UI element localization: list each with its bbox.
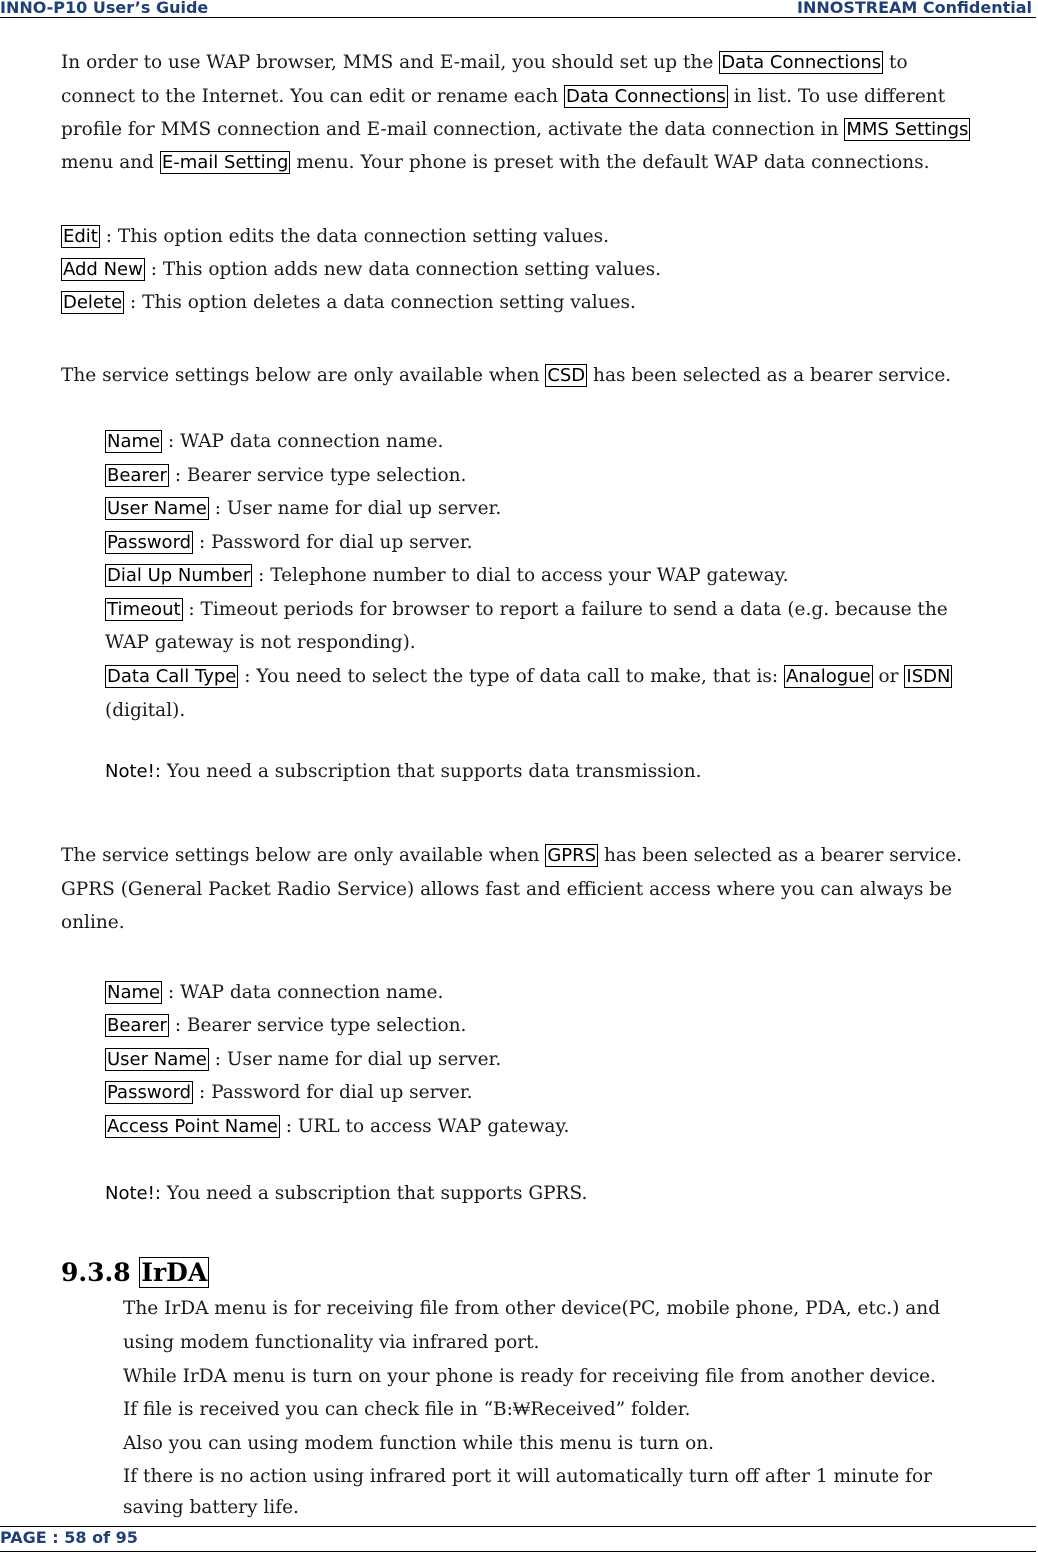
irda-line: using modem functionality via infrared port. — [123, 1332, 540, 1353]
text: The service settings below are only available when — [61, 845, 546, 866]
text: or — [872, 666, 905, 687]
page-footer — [0, 1526, 1036, 1552]
irda-line: While IrDA menu is turn on your phone is ready for receiving file from another device. — [123, 1366, 936, 1387]
gprs-intro — [61, 839, 962, 873]
csd-call-type — [105, 660, 952, 694]
note-text: You need a subscription that supports GPRS. — [160, 1183, 588, 1204]
note-label: Note!: — [105, 761, 161, 782]
option-label: Delete — [63, 292, 123, 313]
setting-desc: : Bearer service type selection. — [168, 1015, 467, 1036]
gprs-term: GPRS — [547, 845, 597, 866]
setting-desc: : User name for dial up server. — [208, 498, 502, 519]
data-connections-term: Data Connections — [565, 86, 726, 107]
csd-timeout — [105, 593, 948, 627]
text: profile for MMS connection and E-mail connection, activate the data connection in — [61, 119, 845, 140]
setting-desc: : Timeout periods for browser to report a failure to send a data (e.g. because the — [182, 599, 948, 620]
note-label: Note!: — [105, 1183, 161, 1204]
setting-desc: : Telephone number to dial to access your WAP gateway. — [252, 565, 789, 586]
text: In order to use WAP browser, MMS and E-mail, you should set up the — [61, 52, 720, 73]
setting-label: Bearer — [107, 1015, 167, 1036]
section-number: 9.3.8 — [61, 1258, 140, 1287]
data-connections-term: Data Connections — [721, 52, 882, 73]
gprs-note — [105, 1177, 587, 1211]
option-desc: : This option deletes a data connection setting values. — [124, 292, 636, 313]
csd-intro — [61, 359, 951, 393]
csd-item — [105, 526, 473, 560]
text: connect to the Internet. You can edit or rename each — [61, 86, 564, 107]
option-desc: : This option adds new data connection setting values. — [144, 259, 661, 280]
setting-desc: : Bearer service type selection. — [168, 465, 467, 486]
setting-desc: : User name for dial up server. — [208, 1049, 502, 1070]
irda-line: Also you can using modem function while this menu is turn on. — [123, 1433, 715, 1454]
mms-settings-term: MMS Settings — [846, 119, 969, 140]
option-label: Edit — [63, 226, 98, 247]
option-edit — [61, 220, 609, 254]
setting-label: Name — [107, 431, 161, 452]
intro-line-3 — [61, 113, 970, 147]
option-add-new — [61, 253, 661, 287]
text: menu and — [61, 152, 160, 173]
email-setting-term: E-mail Setting — [161, 152, 289, 173]
irda-line: saving battery life. — [123, 1497, 299, 1518]
setting-label: Name — [107, 982, 161, 1003]
text: has been selected as a bearer service. — [587, 365, 952, 386]
isdn-term: ISDN — [906, 666, 951, 687]
irda-line: The IrDA menu is for receiving file from other device(PC, mobile phone, PDA, etc.) and — [123, 1298, 941, 1319]
section-heading-irda — [61, 1255, 209, 1291]
setting-desc: : You need to select the type of data call to make, that is: — [238, 666, 784, 687]
setting-label: Bearer — [107, 465, 167, 486]
note-text: You need a subscription that supports data transmission. — [160, 761, 702, 782]
csd-term: CSD — [547, 365, 586, 386]
analogue-term: Analogue — [785, 666, 871, 687]
gprs-item — [105, 1076, 473, 1110]
gprs-desc-2: online. — [61, 912, 125, 933]
page-header — [0, 0, 1036, 18]
csd-item — [105, 492, 501, 526]
option-delete — [61, 286, 636, 320]
csd-item — [105, 425, 443, 459]
setting-desc: : Password for dial up server. — [193, 532, 473, 553]
setting-label: User Name — [107, 1049, 207, 1070]
csd-call-type-cont: (digital). — [105, 700, 186, 721]
irda-line: If file is received you can check file in “B:₩Received” folder. — [123, 1399, 691, 1420]
irda-line: If there is no action using infrared port it will automatically turn off after 1 minute for — [123, 1466, 932, 1487]
option-label: Add New — [63, 259, 143, 280]
gprs-item — [105, 1043, 501, 1077]
header-title: INNO-P10 User’s Guide — [0, 0, 209, 17]
csd-timeout-cont: WAP gateway is not responding). — [105, 632, 416, 653]
setting-desc: : Password for dial up server. — [193, 1082, 473, 1103]
text: to — [883, 52, 908, 73]
option-desc: : This option edits the data connection setting values. — [99, 226, 609, 247]
csd-item — [105, 459, 466, 493]
text: menu. Your phone is preset with the default WAP data connections. — [290, 152, 930, 173]
text: has been selected as a bearer service. — [598, 845, 963, 866]
intro-line-4 — [61, 146, 930, 180]
setting-label: User Name — [107, 498, 207, 519]
setting-label: Timeout — [107, 599, 181, 620]
csd-note — [105, 755, 702, 789]
text: The service settings below are only available when — [61, 365, 546, 386]
intro-line-1 — [61, 46, 908, 80]
intro-line-2 — [61, 80, 945, 114]
page-number: PAGE : 58 of 95 — [0, 1528, 138, 1547]
setting-desc: : WAP data connection name. — [162, 982, 444, 1003]
text: in list. To use different — [727, 86, 946, 107]
gprs-desc-1: GPRS (General Packet Radio Service) allows fast and efficient access where you can always be — [61, 879, 953, 900]
setting-label: Password — [107, 532, 192, 553]
setting-label: Access Point Name — [107, 1116, 278, 1137]
section-title: IrDA — [141, 1258, 208, 1287]
setting-label: Password — [107, 1082, 192, 1103]
header-confidential: INNOSTREAM Confidential — [797, 0, 1032, 17]
csd-item — [105, 559, 789, 593]
gprs-item — [105, 1110, 569, 1144]
gprs-item — [105, 976, 443, 1010]
setting-desc: : URL to access WAP gateway. — [279, 1116, 570, 1137]
setting-label: Data Call Type — [107, 666, 237, 687]
setting-desc: : WAP data connection name. — [162, 431, 444, 452]
setting-label: Dial Up Number — [107, 565, 251, 586]
gprs-item — [105, 1009, 466, 1043]
